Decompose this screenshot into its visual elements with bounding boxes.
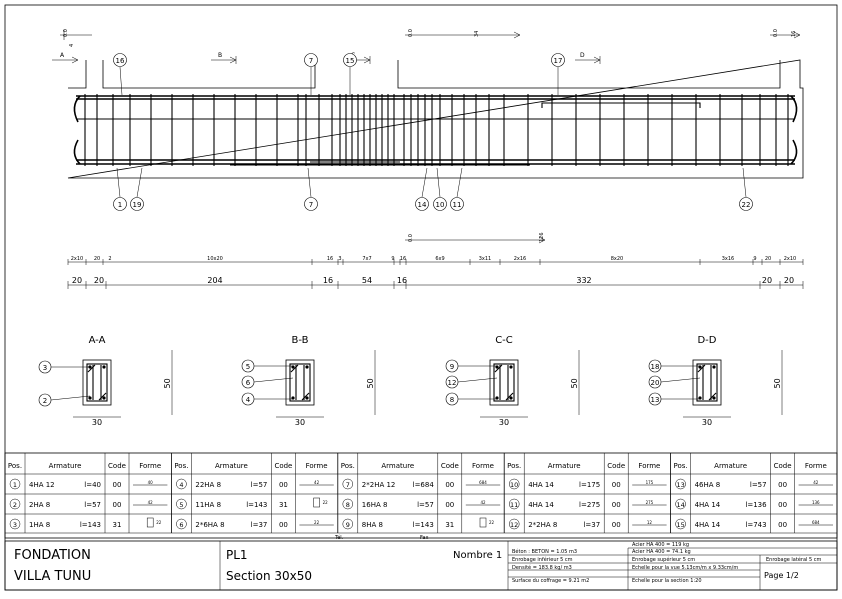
- row-forme: 42: [314, 480, 320, 485]
- dim-small-label: 20: [764, 256, 772, 262]
- dim-small-label: 9: [391, 256, 395, 262]
- dimension-chain-main: [68, 276, 803, 289]
- section-width: 30: [701, 418, 713, 427]
- dim-small-label: 16: [326, 256, 334, 262]
- acier-total-1: Acier HA 400 = 119 kg: [632, 542, 690, 548]
- marker-label: 11: [452, 201, 462, 209]
- row-pos: 5: [179, 501, 184, 509]
- row-length: l=57: [417, 501, 434, 509]
- dim-small-label: 2x10: [70, 256, 84, 262]
- section-rebar: [305, 365, 308, 368]
- row-code: 00: [112, 481, 122, 489]
- marker-label: 7: [308, 201, 314, 209]
- row-pos: 4: [179, 481, 184, 489]
- row-length: l=57: [250, 481, 268, 489]
- row-code: 00: [611, 521, 621, 529]
- row-armature: 46HA 8: [694, 481, 721, 489]
- level-zero-3: 0.0: [773, 29, 779, 37]
- section-title: C-C: [495, 335, 513, 346]
- project-name-line1: FONDATION: [14, 548, 91, 563]
- dim-small-label: 9: [753, 256, 757, 262]
- header-forme: Forme: [472, 462, 494, 470]
- element-count: Nombre 1: [453, 550, 503, 561]
- dim-small-label: 6x9: [435, 256, 445, 262]
- header-forme: Forme: [638, 462, 661, 470]
- section-title: D-D: [697, 335, 717, 346]
- row-pos: 12: [510, 521, 519, 529]
- header-pos: Pos.: [507, 462, 522, 470]
- stirrups: [85, 94, 788, 166]
- row-code: 00: [611, 481, 621, 489]
- section-title: A-A: [88, 335, 106, 346]
- row-length: l=143: [412, 521, 434, 529]
- armature-table: [5, 453, 837, 541]
- header-armature: Armature: [214, 462, 248, 470]
- section-name: Section 30x50: [226, 569, 313, 583]
- row-code: 31: [278, 501, 288, 509]
- row-pos: 14: [676, 501, 685, 509]
- section-marker-label: 2: [42, 397, 48, 405]
- row-forme: 42: [813, 480, 819, 485]
- row-armature: 4HA 14: [694, 521, 721, 529]
- table-row: [509, 479, 666, 489]
- cut-label-b: B: [218, 52, 223, 59]
- beton-volume: Béton : BETON = 1.05 m3: [512, 549, 578, 555]
- row-code: 00: [278, 481, 288, 489]
- table-row: [343, 479, 500, 489]
- section-rebar: [509, 396, 512, 399]
- marker-label: 14: [417, 201, 427, 209]
- section-height: 50: [163, 378, 172, 389]
- section-marker-label: 13: [650, 396, 660, 404]
- row-forme: 22: [322, 500, 328, 505]
- dim-small-label: 8x20: [610, 256, 624, 262]
- position-markers: [114, 54, 753, 211]
- table-row: [676, 519, 833, 529]
- row-length: l=136: [745, 501, 767, 509]
- echelle-vue: Echelle pour la vue 5.13cm/m x 9.33cm/m: [632, 565, 739, 571]
- row-forme: 22: [156, 520, 162, 525]
- marker-label: 17: [553, 57, 563, 65]
- dimension-chain-small: [68, 256, 803, 265]
- header-code: Code: [773, 462, 792, 470]
- row-length: l=37: [250, 521, 268, 529]
- row-pos: 3: [12, 521, 18, 529]
- row-code: 00: [778, 521, 788, 529]
- header-armature: Armature: [714, 462, 748, 470]
- table-row: [343, 499, 500, 509]
- dim-main-label: 20: [761, 276, 773, 285]
- row-armature: 11HA 8: [195, 501, 222, 509]
- row-pos: 15: [676, 521, 685, 529]
- level-zero-1: 0.0: [63, 29, 69, 37]
- row-length: l=143: [246, 501, 268, 509]
- marker-label: 1: [117, 201, 123, 209]
- row-forme: 40: [147, 480, 153, 485]
- section-height: 50: [773, 378, 782, 389]
- table-row: [509, 519, 666, 529]
- section-rebar: [712, 396, 715, 399]
- table-group: [671, 453, 833, 533]
- header-forme: Forme: [305, 462, 328, 470]
- marker-label: 16: [115, 57, 125, 65]
- echelle-section: Echelle pour la section 1:20: [632, 578, 702, 584]
- mid-level-zero: 0.0: [408, 234, 414, 242]
- mid-level-value: 126: [539, 232, 545, 242]
- dim-main-label: 20: [783, 276, 795, 285]
- row-pos: 7: [345, 481, 350, 489]
- fax-label: Fax: [420, 535, 429, 541]
- cut-label-d: D: [580, 52, 585, 59]
- section-height: 50: [366, 378, 375, 389]
- level-value-1: 4: [69, 43, 75, 47]
- row-length: l=57: [84, 501, 101, 509]
- row-code: 00: [445, 481, 455, 489]
- row-length: l=684: [412, 481, 434, 489]
- section-rebar: [509, 365, 512, 368]
- dim-small-label: 2x10: [783, 256, 797, 262]
- element-name: PL1: [226, 548, 248, 562]
- section-cut-arrows: [52, 52, 600, 64]
- row-code: 00: [278, 521, 288, 529]
- dim-main-label: 16: [396, 276, 408, 285]
- row-forme: 42: [147, 500, 153, 505]
- dim-small-label: 20: [93, 256, 101, 262]
- header-pos: Pos.: [174, 462, 189, 470]
- hook-left-top: [74, 96, 80, 122]
- section-marker-label: 4: [245, 396, 251, 404]
- marker-label: 10: [435, 201, 445, 209]
- header-armature: Armature: [381, 462, 415, 470]
- section-rebar: [102, 396, 105, 399]
- dim-small-label: 3x11: [478, 256, 492, 262]
- row-length: l=57: [749, 481, 767, 489]
- header-armature: Armature: [547, 462, 581, 470]
- row-length: l=37: [583, 521, 601, 529]
- row-pos: 6: [179, 521, 184, 529]
- header-forme: Forme: [139, 462, 162, 470]
- section-height: 50: [570, 378, 579, 389]
- row-pos: 1: [12, 481, 18, 489]
- row-armature: 4HA 12: [29, 481, 55, 489]
- dim-main-label: 204: [207, 276, 223, 285]
- dim-small-label: 16: [399, 256, 407, 262]
- section-marker-label: 8: [449, 396, 455, 404]
- row-length: l=143: [79, 521, 101, 529]
- row-forme: 275: [645, 500, 654, 505]
- row-armature: 1HA 8: [29, 521, 51, 529]
- enrobage-inferieur: Enrobage inférieur 5 cm: [512, 557, 573, 563]
- table-row: [176, 498, 328, 509]
- row-forme: 42: [480, 500, 486, 505]
- cross-sections: [39, 335, 782, 427]
- row-armature: 2*6HA 8: [195, 521, 225, 529]
- table-group: [504, 453, 666, 533]
- section-rebar: [88, 396, 91, 399]
- row-length: l=743: [745, 521, 767, 529]
- row-code: 31: [445, 521, 455, 529]
- section-title: B-B: [291, 335, 309, 346]
- row-pos: 11: [510, 501, 519, 509]
- dim-small-label: 10x20: [207, 256, 223, 262]
- header-code: Code: [607, 462, 626, 470]
- row-forme: 22: [314, 520, 320, 525]
- dim-main-label: 332: [576, 276, 592, 285]
- row-pos: 8: [345, 501, 350, 509]
- section-width: 30: [91, 418, 103, 427]
- table-row: [509, 499, 666, 509]
- row-forme: 684: [479, 480, 487, 485]
- section-b-b: [242, 335, 375, 427]
- level-value-3: 16: [791, 30, 797, 37]
- tel-label: Tél.: [335, 535, 344, 541]
- beam-elevation: [68, 60, 803, 178]
- section-marker-label: 6: [245, 379, 251, 387]
- section-d-d: [649, 335, 782, 427]
- section-marker-label: 9: [449, 363, 455, 371]
- level-value-2: 34: [474, 30, 480, 37]
- dim-main-label: 20: [71, 276, 83, 285]
- row-length: l=40: [84, 481, 101, 489]
- marker-label: 22: [741, 201, 751, 209]
- header-pos: Pos.: [7, 462, 23, 470]
- row-forme: 684: [811, 520, 820, 525]
- section-marker-label: 18: [650, 363, 660, 371]
- row-code: 00: [445, 501, 455, 509]
- row-pos: 13: [676, 481, 685, 489]
- row-code: 00: [611, 501, 621, 509]
- dim-small-label: 3: [338, 256, 342, 262]
- enrobage-lateral: Enrobage latéral 5 cm: [766, 557, 822, 563]
- marker-label: 19: [132, 201, 142, 209]
- row-armature: 16HA 8: [361, 501, 388, 509]
- extra-bar-17: [542, 103, 700, 108]
- marker-label: 15: [345, 57, 355, 65]
- acier-total-2: Acier HA 400 = 74.1 kg: [632, 549, 691, 555]
- table-row: [676, 499, 833, 509]
- dim-small-label: 7x7: [362, 256, 372, 262]
- title-block: [5, 541, 837, 590]
- page-number: Page 1/2: [764, 571, 799, 580]
- row-armature: 22HA 8: [195, 481, 222, 489]
- section-rebar: [712, 365, 715, 368]
- row-armature: 2HA 8: [29, 501, 51, 509]
- row-forme: 175: [645, 480, 654, 485]
- section-a-a: [39, 335, 172, 427]
- table-group: [338, 453, 500, 533]
- table-group: [171, 453, 333, 533]
- marker-label: 7: [308, 57, 314, 65]
- row-code: 00: [778, 481, 788, 489]
- dim-small-label: 2x16: [513, 256, 527, 262]
- row-code: 31: [112, 521, 122, 529]
- row-armature: 2*2HA 8: [528, 521, 558, 529]
- section-marker-label: 5: [245, 363, 251, 371]
- table-group: [8, 453, 167, 533]
- row-length: l=175: [579, 481, 601, 489]
- level-zero-2: 0.0: [408, 29, 414, 37]
- section-rebar: [102, 365, 105, 368]
- table-row: [10, 499, 167, 509]
- row-pos: 2: [12, 501, 18, 509]
- header-pos: Pos.: [673, 462, 688, 470]
- section-width: 30: [498, 418, 510, 427]
- section-c-c: [446, 335, 579, 427]
- row-code: 00: [778, 501, 788, 509]
- dim-main-label: 54: [361, 276, 373, 285]
- project-name-line2: VILLA TUNU: [14, 569, 92, 584]
- row-armature: 4HA 14: [528, 501, 554, 509]
- table-row: [10, 479, 167, 489]
- header-code: Code: [274, 462, 293, 470]
- table-row: [676, 479, 833, 489]
- table-row: [176, 519, 333, 529]
- dim-main-label: 20: [93, 276, 105, 285]
- row-armature: 4HA 14: [528, 481, 554, 489]
- row-forme: 136: [811, 500, 820, 505]
- row-code: 00: [112, 501, 122, 509]
- cut-label-a: A: [60, 52, 65, 59]
- densite: Densité = 183.8 kg/ m3: [512, 565, 572, 571]
- section-rebar: [305, 396, 308, 399]
- header-forme: Forme: [804, 462, 827, 470]
- dim-small-label: 2: [108, 256, 112, 262]
- row-armature: 4HA 14: [694, 501, 721, 509]
- header-armature: Armature: [48, 462, 82, 470]
- row-armature: 8HA 8: [361, 521, 383, 529]
- section-marker-label: 12: [447, 379, 457, 387]
- row-forme: 22: [489, 520, 495, 525]
- row-pos: 9: [345, 521, 350, 529]
- row-pos: 10: [510, 481, 519, 489]
- enrobage-superieur: Enrobage supérieur 5 cm: [632, 557, 696, 563]
- dim-main-label: 16: [322, 276, 334, 285]
- header-pos: Pos.: [340, 462, 355, 470]
- section-marker-label: 3: [42, 364, 48, 372]
- table-row: [343, 518, 495, 529]
- header-code: Code: [108, 462, 126, 470]
- row-forme: 12: [646, 520, 652, 525]
- table-row: [176, 479, 333, 489]
- row-length: l=275: [579, 501, 601, 509]
- hook-right-top: [791, 96, 797, 122]
- level-lines: [60, 29, 800, 243]
- section-width: 30: [294, 418, 306, 427]
- dim-small-label: 3x16: [721, 256, 735, 262]
- surface-coffrage: Surface du coffrage = 9.21 m2: [512, 578, 590, 584]
- section-marker-label: 20: [650, 379, 660, 387]
- table-row: [10, 518, 162, 529]
- row-armature: 2*2HA 12: [361, 481, 396, 489]
- header-code: Code: [440, 462, 459, 470]
